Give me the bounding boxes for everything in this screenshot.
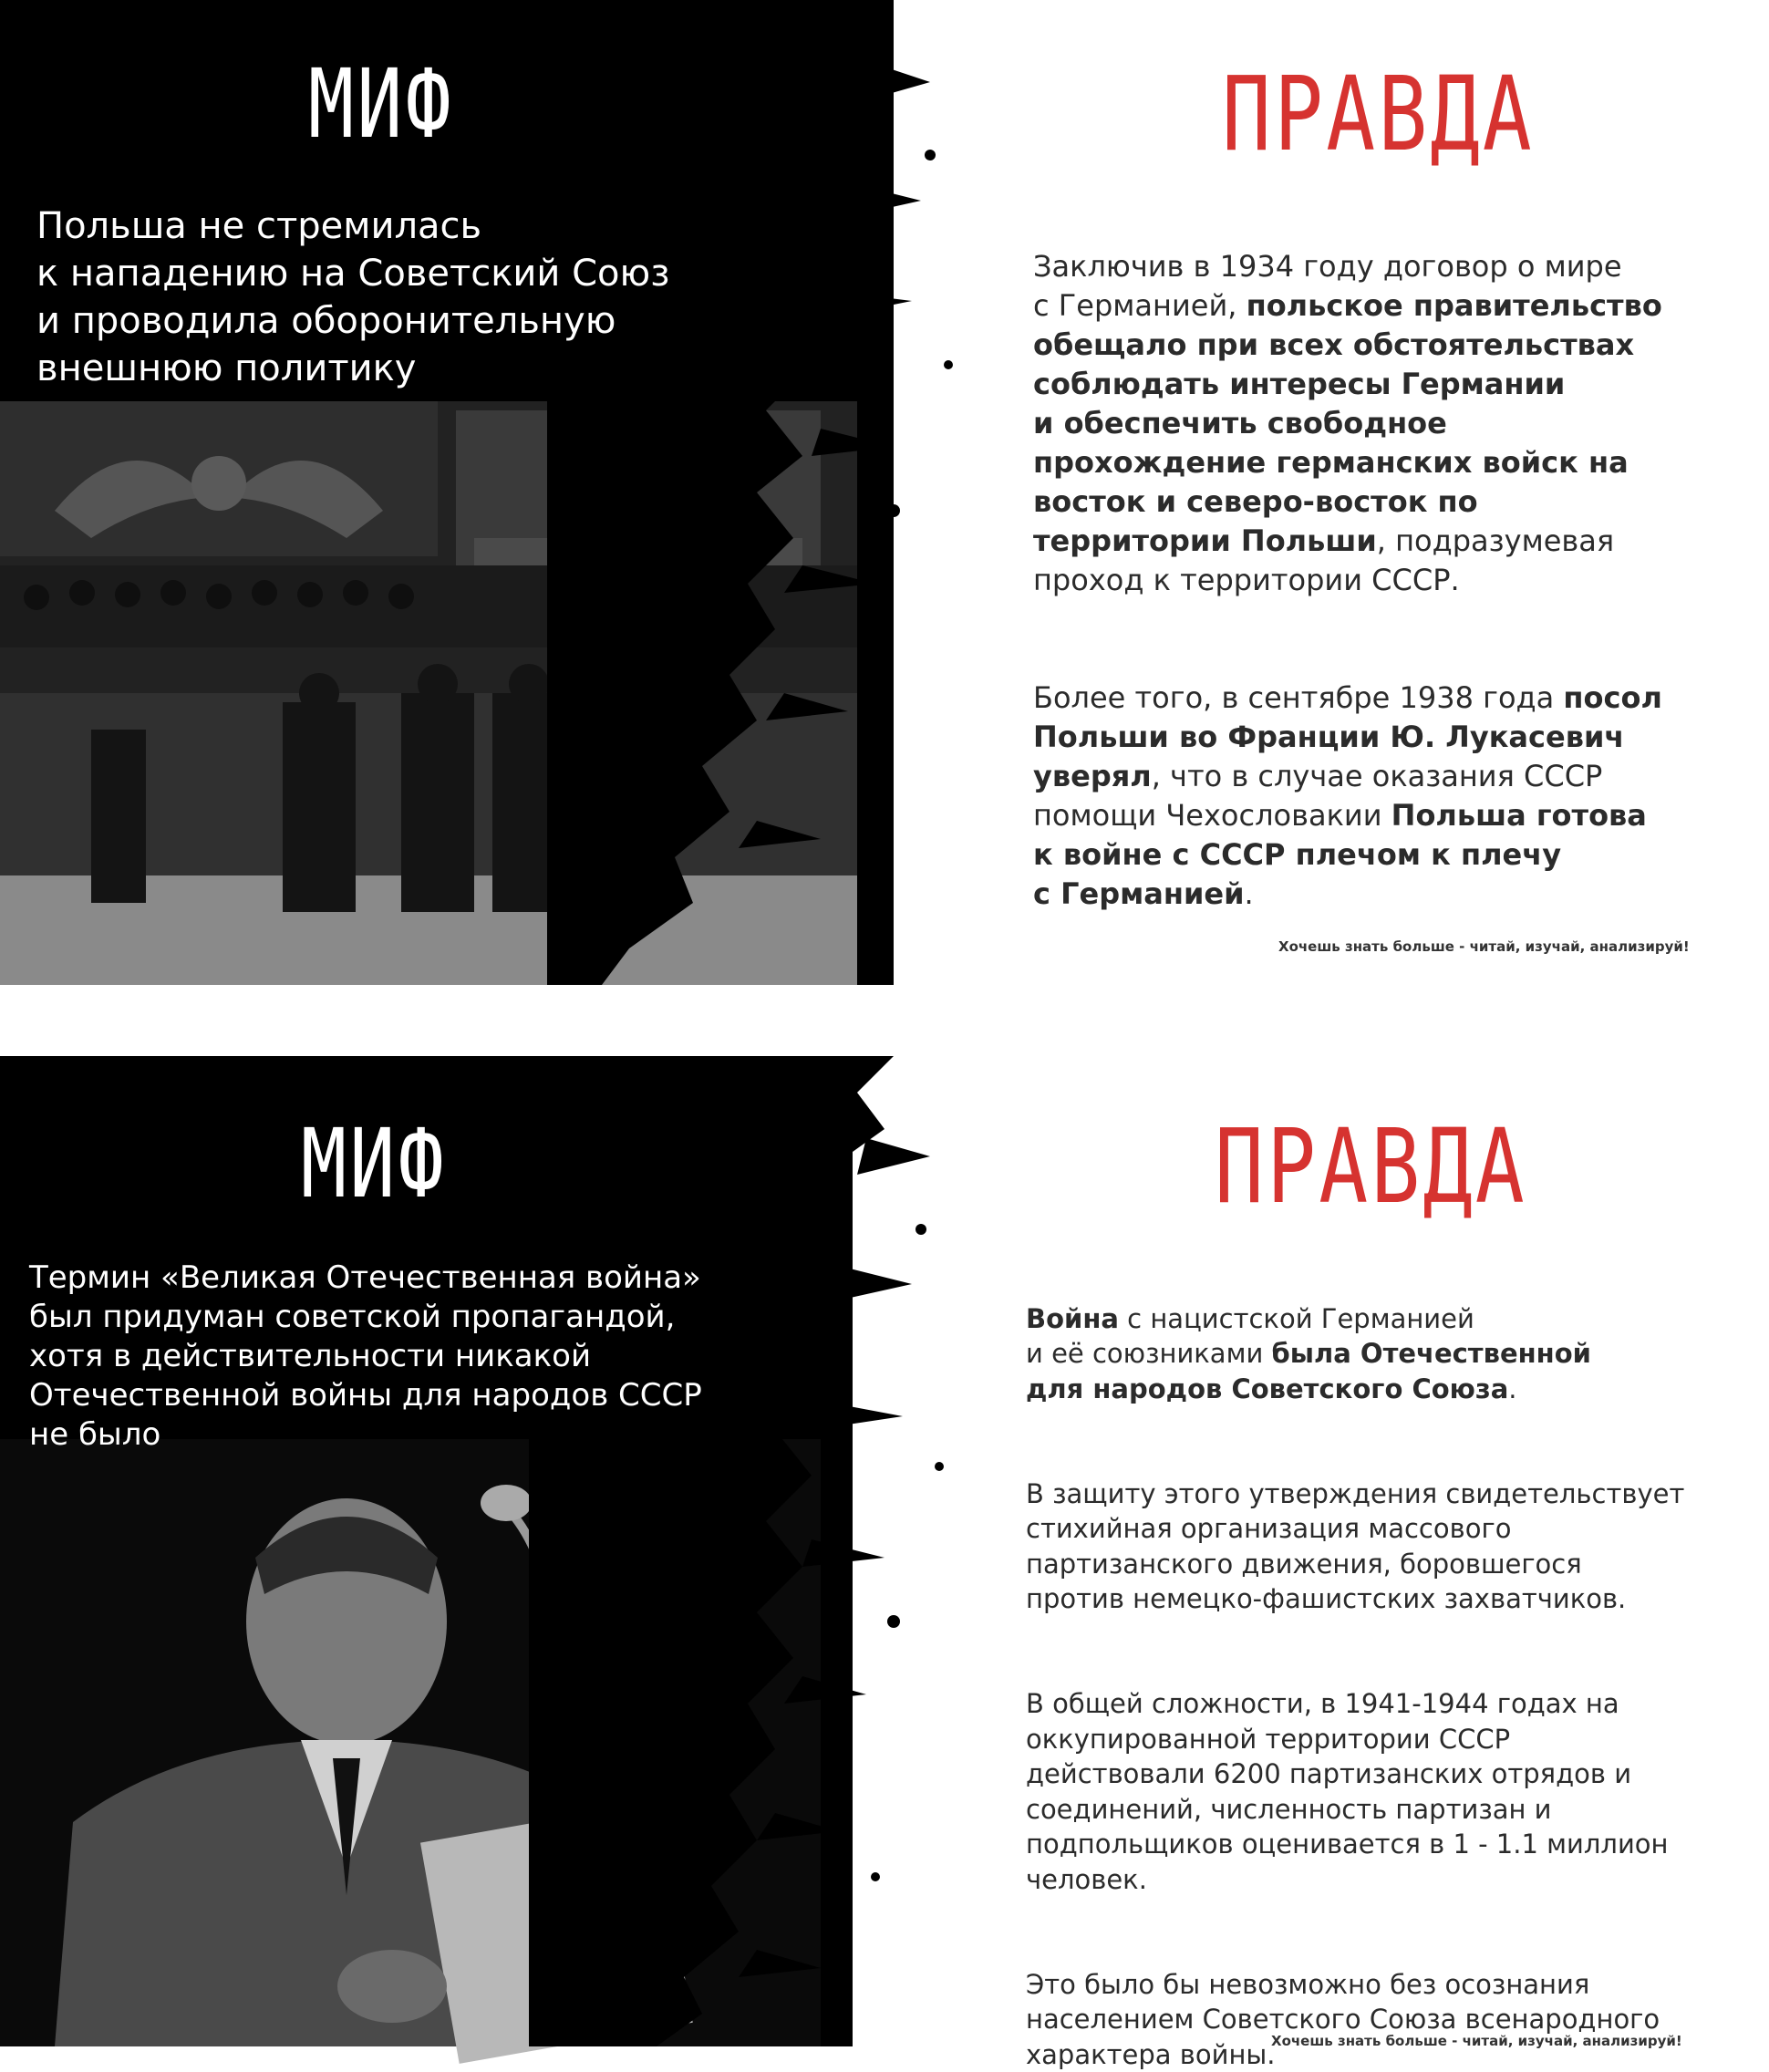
text-run: , что в случае оказания СССР помощи Чехословакии [1033,759,1603,833]
bold-text-run: посол Польши во Франции Ю. Лукасевич уверял [1033,680,1662,793]
truth-paragraph [1026,1932,1746,2072]
text-run: с нацистской Германией и её союзниками [1026,1302,1474,1369]
truth-paragraph [1026,1266,1746,1406]
footer-slogan: Хочешь знать больше - читай, изучай, анализируй! [1271,2033,1682,2049]
text-run: Это было бы невозможно без осознания населением Советского Союза всенародного характера войны. [1026,1968,1660,2070]
text-run: , подразумевая проход к территории СССР. [1033,523,1615,597]
truth-body [1026,1266,1746,2072]
text-run: . [1508,1373,1517,1404]
text-run: В защиту этого утверждения свидетельствует стихийная организация массового партизанского движения, боровшегося против немецко-фашистских захватчиков. [1026,1477,1685,1614]
myth-title: МИФ [301,1108,447,1219]
truth-paragraph [1033,208,1744,600]
truth-paragraph [1026,1441,1746,1617]
brush-stroke-divider [529,1056,1003,2046]
bold-text-run: была Отечественной для народов Советского Союза [1026,1338,1591,1404]
truth-paragraph [1026,1652,1746,1898]
text-run: Более того, в сентябре 1938 года [1033,680,1564,715]
myth-truth-card-2 [0,1056,1769,2070]
myth-statement: Польша не стремилась к нападению на Советский Союз и проводила оборонительную внешнюю политику [36,205,670,389]
text-run: В общей сложности, в 1941-1944 годах на оккупированной территории СССР действовали 6200 партизанских отрядов и соединений, численность партизан и подпольщиков оценивается в 1 - 1.1 миллион человек. [1026,1688,1669,1895]
footer-slogan: Хочешь знать больше - читай, изучай, анализируй! [1278,938,1690,955]
truth-title: ПРАВДА [1215,1108,1527,1227]
brush-stroke-divider [547,0,1021,985]
text-run: Заключив в 1934 году договор о мире с Германией, [1033,249,1622,323]
truth-body [1033,208,1744,914]
bold-text-run: польское правительство обещало при всех обстоятельствах соблюдать интересы Германии и обеспечить свободное прохождение германских войск на восток и северо-восток по территории Польши [1033,288,1662,558]
bold-text-run: Война [1026,1302,1119,1334]
myth-title: МИФ [308,48,454,160]
text-run: . [1244,876,1254,911]
truth-title: ПРАВДА [1222,56,1535,174]
truth-paragraph [1033,639,1744,914]
myth-statement: Термин «Великая Отечественная война» был придуман советской пропагандой, хотя в действительности никакой Отечественной войны для народов СССР не было [29,1259,702,1453]
myth-truth-card-1 [0,0,1769,985]
bold-text-run: Польша готова к войне с СССР плечом к плечу с Германией [1033,798,1647,911]
